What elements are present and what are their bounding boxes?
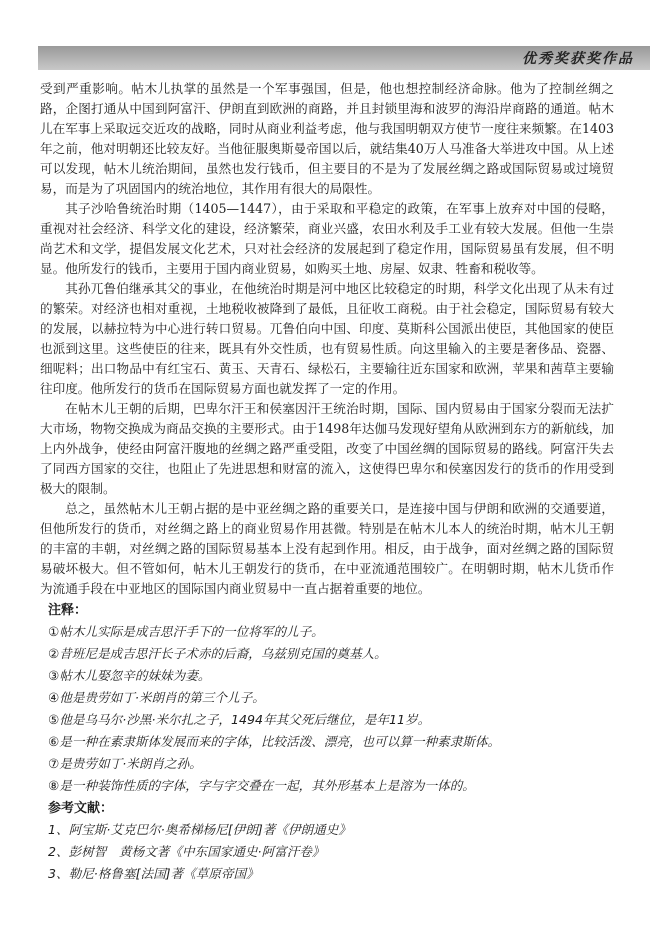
references-title: 参考文献： bbox=[48, 801, 114, 816]
reference-item: 3、勒尼·格鲁塞[法国]著《草原帝国》 bbox=[48, 866, 259, 881]
note-item: ⑦是贵劳如丁·米朗肖之孙。 bbox=[48, 756, 202, 771]
note-item: ③帖木儿娶忽辛的妹妹为妻。 bbox=[48, 668, 211, 683]
header-title: 优秀奖获奖作品 bbox=[522, 51, 634, 67]
reference-item: 2、彭树智 黄杨文著《中东国家通史·阿富汗卷》 bbox=[48, 844, 325, 859]
note-item: ⑤他是乌马尔·沙黑·米尔扎之子，1494年其父死后继位，是年11岁。 bbox=[48, 712, 431, 727]
paragraph-1: 受到严重影响。帖木儿执掌的虽然是一个军事强国，但是，他也想控制经济命脉。他为了控制丝绸之路，企图打通从中国到阿富汗、伊朗直到欧洲的商路，并且封锁里海和波罗的海沿岸商路的通道。帖木儿在军事上采取远交近攻的战略，同时从商业利益考虑，他与我国明朝双方使节一度往来频繁。在1403年之前，他对明朝还比较友好。当他征服奥斯曼帝国以后，就结集40万人马准备大举进攻中国。从上述可以发现，帖木儿统治期间，虽然也发行钱币，但主要目的不是为了发展丝绸之路或国际贸易或过境贸易，而是为了巩固国内的统治地位，其作用有很大的局限性。 bbox=[40, 81, 614, 196]
notes-list bbox=[40, 621, 614, 797]
notes-title: 注释： bbox=[48, 603, 88, 618]
paragraph-2: 其子沙哈鲁统治时期（1405—1447），由于采取和平稳定的政策，在军事上放弃对中国的侵略，重视对社会经济、科学文化的建设，经济繁荣，商业兴盛，农田水利及手工业有较大发展。但他一生崇尚艺术和文学，提倡发展文化艺术，只对社会经济的发展起到了稳定作用，国际贸易虽有发展，但不明显。他所发行的钱币，主要用于国内商业贸易，如购买土地、房屋、奴隶、牲畜和税收等。 bbox=[40, 201, 614, 276]
paragraph-3: 其孙兀鲁伯继承其父的事业，在他统治时期是河中地区比较稳定的时期，科学文化出现了从未有过的繁荣。对经济也相对重视，土地税收被降到了最低，且征收工商税。由于社会稳定，国际贸易有较大的发展，以赫拉特为中心进行转口贸易。兀鲁伯向中国、印度、莫斯科公国派出使臣，其他国家的使臣也派到这里。这些使臣的往来，既具有外交性质，也有贸易性质。向这里输入的主要是奢侈品、瓷器、细呢料；出口物品中有红宝石、黄玉、天青石、绿松石，主要输往近东国家和欧洲，苹果和茜草主要输往印度。他所发行的货币在国际贸易方面也就发挥了一定的作用。 bbox=[40, 281, 614, 396]
paragraph-5: 总之，虽然帖木儿王朝占据的是中亚丝绸之路的重要关口，是连接中国与伊朗和欧洲的交通要道，但他所发行的货币，对丝绸之路上的商业贸易作用甚微。特别是在帖木儿本人的统治时期，帖木儿王朝的丰富的丰朝，对丝绸之路的国际贸易基本上没有起到作用。相反，由于战争，面对丝绸之路的国际贸易破坏极大。但不管如何，帖木儿王朝发行的货币，在中亚流通范围较广。在明朝时期，帖木儿货币作为流通手段在中亚地区的国际国内商业贸易中一直占据着重要的地位。 bbox=[40, 501, 614, 596]
article-body bbox=[40, 79, 614, 885]
note-item: ⑥是一种在素隶斯体发展而来的字体，比较活泼、漂亮，也可以算一种素隶斯体。 bbox=[48, 734, 501, 749]
note-item: ④他是贵劳如丁·米朗肖的第三个儿子。 bbox=[48, 690, 265, 705]
references-list bbox=[40, 819, 614, 885]
paragraph-4: 在帖木儿王朝的后期，巴卑尔汗王和侯塞因汗王统治时期，国际、国内贸易由于国家分裂而无法扩大市场，物物交换成为商品交换的主要形式。由于1498年达伽马发现好望角从欧洲到东方的新航线，加上内外战争，使经由阿富汗腹地的丝绸之路严重受阻，改变了中国丝绸的国际贸易的路线。阿富汗失去了同西方国家的交往，也阻止了先进思想和财富的流入，这使得巴卑尔和侯塞因发行的货币的作用受到极大的限制。 bbox=[40, 401, 614, 496]
page-header-bar bbox=[38, 46, 650, 70]
reference-item: 1、阿宝斯·艾克巴尔·奥希梯杨尼[伊朗]著《伊朗通史》 bbox=[48, 822, 351, 837]
note-item: ⑧是一种装饰性质的字体，字与字交叠在一起，其外形基本上是溶为一体的。 bbox=[48, 778, 475, 793]
note-item: ②昔班尼是成吉思汗长子术赤的后裔，乌兹别克国的奠基人。 bbox=[48, 646, 387, 661]
note-item: ①帖木儿实际是成吉思汗手下的一位将军的儿子。 bbox=[48, 624, 324, 639]
